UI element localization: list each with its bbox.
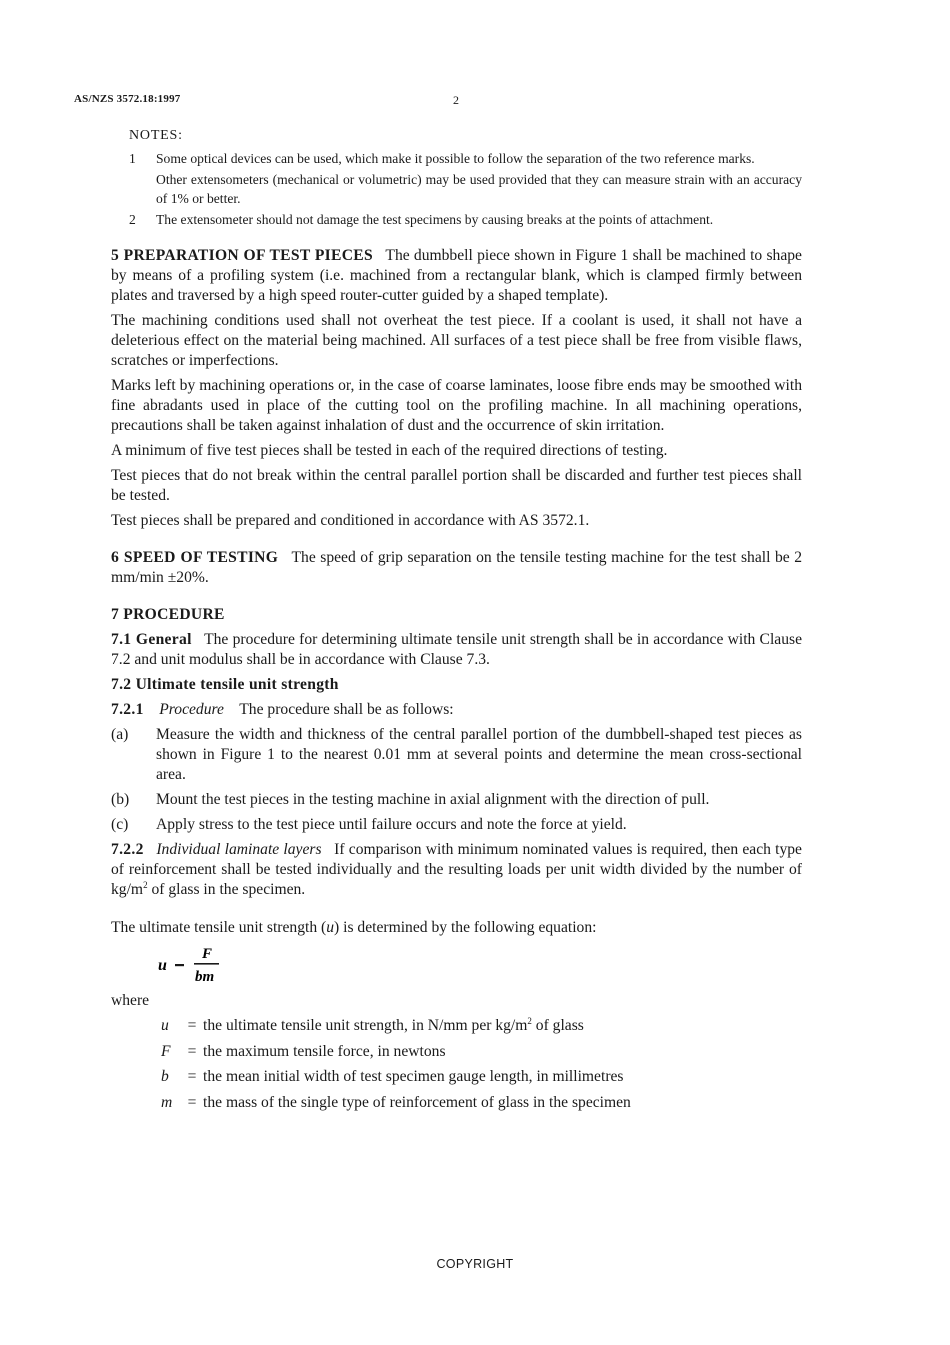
paragraph-text: The speed of grip separation on the tensile testing machine for the test shall be 2 mm/min ±20%. [111, 549, 802, 586]
paragraph-text: The procedure shall be as follows: [239, 701, 454, 718]
fraction-bar [194, 963, 219, 965]
equation [157, 943, 802, 987]
equation-denominator: bm [195, 969, 215, 985]
section-7-heading-text: 7 PROCEDURE [111, 606, 225, 623]
equation-intro [111, 918, 802, 938]
paragraph: The machining conditions used shall not overheat the test piece. If a coolant is used, it shall not have a deleterious effect on the material being machined. All surfaces of a test piece shall be free from visible flaws, scratches or imperfections. [111, 312, 802, 369]
note-item [111, 149, 802, 168]
paragraph-text: The procedure for determining ultimate tensile unit strength shall be in accordance with Clause 7.2 and unit modulus shall be in accordance with Clause 7.3. [111, 631, 802, 668]
definition-text: the maximum tensile force, in newtons [203, 1042, 446, 1060]
equals-sign: = [187, 1017, 197, 1034]
section-5-heading: 5 PREPARATION OF TEST PIECES [111, 247, 373, 264]
page-content [111, 127, 802, 1118]
equals-sign: = [187, 1068, 197, 1085]
list-item [111, 725, 802, 785]
clause-7-1 [111, 630, 802, 670]
list-text: Measure the width and thickness of the central parallel portion of the dumbbell-shaped test pieces as shown in Figure 1 to the nearest 0.01 mm at several points and determine the mean cross-sectional area. [156, 726, 802, 783]
note-text: The extensometer should not damage the test specimens by causing breaks at the points of attachment. [156, 212, 714, 227]
note-continuation: Other extensometers (mechanical or volumetric) may be used provided that they can measure strain with an accuracy of 1% or better. [156, 172, 802, 206]
clause-7-2 [111, 675, 802, 695]
list-label: (a) [111, 726, 129, 743]
variable: u [326, 919, 335, 936]
definition-text: the mass of the single type of reinforcement of glass in the specimen [203, 1093, 631, 1111]
clause-7-1-heading: 7.1 General [111, 631, 192, 648]
standard-reference: AS/NZS 3572.18:1997 [74, 93, 181, 105]
definition-row [161, 1016, 802, 1036]
equals-sign: = [187, 1042, 197, 1060]
definition-text: the mean initial width of test specimen gauge length, in millimetres [203, 1068, 624, 1085]
definition-row [161, 1042, 802, 1062]
clause-number: 7.2.2 [111, 841, 144, 858]
definition-symbol: u [161, 1017, 169, 1034]
paragraph: Test pieces that do not break within the central parallel portion shall be discarded and further test pieces shall be tested. [111, 467, 802, 504]
note-number: 2 [129, 212, 136, 227]
clause-7-2-1 [111, 700, 802, 720]
clause-number: 7.2.1 [111, 701, 144, 718]
definition-symbol: b [161, 1068, 169, 1085]
notes-title: NOTES: [129, 128, 183, 143]
paragraph: A minimum of five test pieces shall be tested in each of the required directions of testing. [111, 442, 668, 459]
definition-tail: of glass [531, 1017, 584, 1034]
definition-text [203, 1016, 802, 1036]
page-number: 2 [453, 93, 459, 107]
list-text: Mount the test pieces in the testing machine in axial alignment with the direction of pull. [156, 791, 710, 808]
paragraph-text: of glass in the specimen. [147, 881, 306, 898]
paragraph-text: The dumbbell piece shown in Figure 1 shall be machined to shape by means of a profiling system (i.e. machined from a rectangular blank, which is clamped firmly between plates and traversed by a high speed router-cutter guided by a shaped template). [111, 247, 802, 304]
list-text: Apply stress to the test piece until failure occurs and note the force at yield. [156, 816, 627, 833]
clause-7-2-heading: 7.2 Ultimate tensile unit strength [111, 676, 339, 693]
equals-bar [175, 964, 184, 966]
superscript: 2 [527, 1016, 532, 1026]
section-5-intro [111, 246, 802, 306]
where-label: where [111, 992, 150, 1009]
list-label: (c) [111, 816, 129, 833]
definition-row [161, 1093, 802, 1113]
section-7-heading [111, 605, 802, 625]
note-item [111, 210, 802, 229]
equation-graphic [157, 943, 247, 987]
note-number: 1 [129, 151, 136, 166]
note-text: Some optical devices can be used, which make it possible to follow the separation of the two reference marks. [156, 151, 755, 166]
definition-body: the ultimate tensile unit strength, in N/mm per kg/m [203, 1017, 528, 1034]
equals-sign: = [187, 1093, 197, 1111]
paragraph: Test pieces shall be prepared and conditioned in accordance with AS 3572.1. [111, 512, 590, 529]
clause-title: Procedure [159, 701, 224, 718]
copyright-footer: COPYRIGHT [436, 1257, 514, 1271]
definition-symbol: F [161, 1042, 171, 1060]
equation-lhs: u [158, 957, 167, 974]
clause-7-2-2 [111, 840, 802, 900]
equation-numerator: F [202, 946, 213, 962]
section-6 [111, 548, 802, 588]
clause-title: Individual laminate layers [156, 841, 322, 858]
paragraph-text: The ultimate tensile unit strength ( [111, 919, 327, 936]
definition-row [161, 1067, 802, 1087]
definition-symbol: m [161, 1093, 173, 1111]
list-item [111, 790, 802, 810]
paragraph-text: ) is determined by the following equation: [334, 919, 597, 936]
list-label: (b) [111, 791, 130, 808]
paragraph-text: If comparison with minimum nominated values is required, then each type of reinforcement shall be tested individually and the resulting loads per unit width divided by the number of kg/m [111, 841, 802, 898]
paragraph: Marks left by machining operations or, in the case of coarse laminates, loose fibre ends may be smoothed with fine abradants used in place of the cutting tool on the profiling machine. In all machining operations, precautions shall be taken against inhalation of dust and the occurrence of skin irritation. [111, 377, 802, 434]
section-6-heading: 6 SPEED OF TESTING [111, 549, 279, 566]
superscript: 2 [143, 880, 148, 890]
list-item [111, 815, 802, 835]
